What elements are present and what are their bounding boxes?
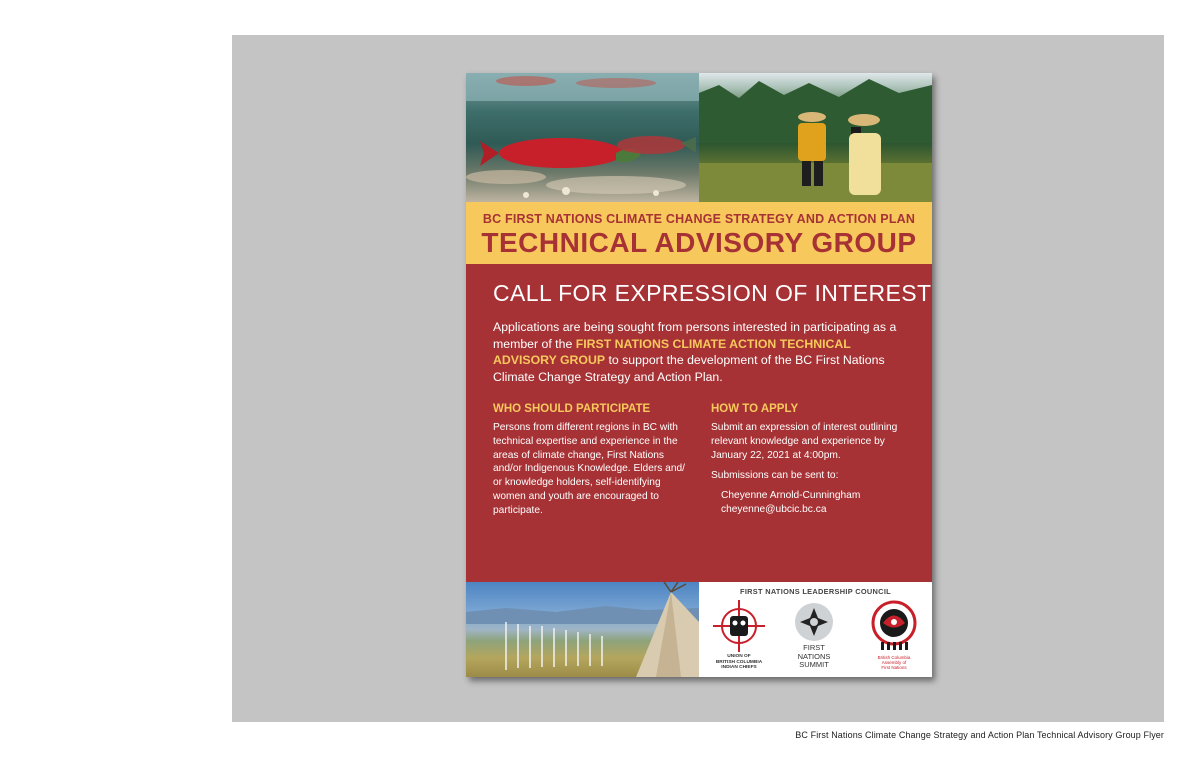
who-text: Persons from different regions in BC with technical expertise and experience in the areas of climate change, First Nations and/or Indigenous Knowledge. Elders and/ or knowledge holders, self-identifying women and youth are encouraged to participate. xyxy=(493,422,686,516)
contact-name: Cheyenne Arnold-Cunningham xyxy=(721,490,861,502)
intro-text-2: to support the development of the BC First Nations Climate Change Strategy and Action Plan. xyxy=(493,353,885,384)
partner-logos xyxy=(699,582,932,677)
intro-paragraph xyxy=(493,319,907,385)
intro-highlight: FIRST NATIONS CLIMATE ACTION TECHNICAL ADVISORY GROUP xyxy=(493,336,851,367)
how-text: Submit an expression of interest outlining relevant knowledge and experience by January 22, 2021 at 4:00pm. xyxy=(711,422,898,461)
ubcic-logo-icon xyxy=(711,598,767,654)
how-section xyxy=(711,403,911,517)
who-section xyxy=(493,403,693,518)
artwork-caption: BC First Nations Climate Change Strategy and Action Plan Technical Advisory Group Flyer xyxy=(795,730,1164,740)
ubcic-caption: UNION OF BRITISH COLUMBIA INDIAN CHIEFS xyxy=(715,654,763,670)
people-in-meadow-photo xyxy=(699,73,932,202)
council-name: FIRST NATIONS LEADERSHIP COUNCIL xyxy=(740,587,891,596)
flyer xyxy=(466,73,932,677)
bcafn-logo-icon xyxy=(869,600,919,652)
contact-email[interactable]: cheyenne@ubcic.bc.ca xyxy=(721,504,827,516)
first-nations-summit-logo-icon xyxy=(794,602,834,642)
submissions-line: Submissions can be sent to: xyxy=(711,470,839,482)
salmon-photo xyxy=(466,73,699,202)
intro-text-1: Applications are being sought from persons interested in participating as a member of the xyxy=(493,320,897,351)
bcafn-caption: British Columbia Assembly of First Nations xyxy=(877,655,911,670)
how-heading: HOW TO APPLY xyxy=(711,403,799,415)
contact-block xyxy=(711,489,911,517)
fns-caption: FIRST NATIONS SUMMIT xyxy=(797,643,831,669)
title-band xyxy=(466,202,932,264)
flyer-title: TECHNICAL ADVISORY GROUP xyxy=(481,227,917,258)
who-heading: WHO SHOULD PARTICIPATE xyxy=(493,403,651,415)
call-heading: CALL FOR EXPRESSION OF INTEREST xyxy=(493,280,932,306)
flyer-subtitle: BC FIRST NATIONS CLIMATE CHANGE STRATEGY AND ACTION PLAN xyxy=(482,212,916,226)
wind-turbines-photo xyxy=(466,582,699,677)
